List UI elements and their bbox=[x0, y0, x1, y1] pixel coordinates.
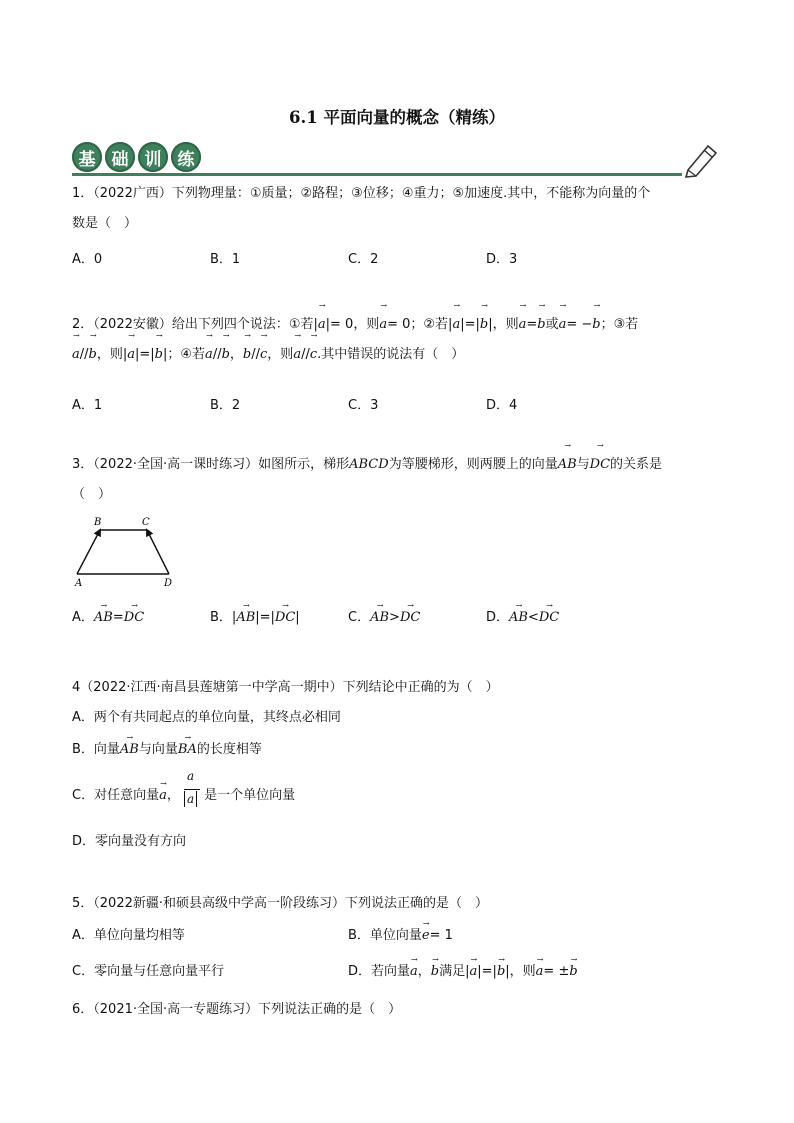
option-label: B．| bbox=[210, 610, 237, 625]
vector-letter: AB bbox=[119, 742, 139, 757]
banner-badges bbox=[72, 142, 201, 172]
vector-letter: a bbox=[159, 788, 167, 803]
q2-text: 2．（2022安徽）给出下列四个说法：①若| bbox=[72, 317, 318, 332]
option-text: D．若向量 bbox=[348, 964, 411, 979]
vector-arrow: → bbox=[380, 301, 387, 310]
vector-letter: c bbox=[260, 347, 268, 362]
vector-ab-arrow bbox=[77, 530, 100, 574]
vector-arrow: → bbox=[559, 301, 566, 310]
vector-b bbox=[242, 331, 252, 370]
q4-option-a: A．两个有共同起点的单位向量，其终点必相同 bbox=[72, 710, 341, 725]
banner-rule bbox=[72, 173, 682, 176]
vector-ab bbox=[93, 601, 113, 625]
vector-arrow: → bbox=[564, 441, 571, 450]
vector-arrow: → bbox=[160, 779, 166, 788]
label-d: D bbox=[164, 578, 173, 589]
option-label: D． bbox=[486, 610, 510, 625]
vector-b bbox=[479, 301, 489, 340]
question-3 bbox=[72, 441, 724, 510]
vector-arrow: → bbox=[538, 301, 545, 310]
option-text: 与向量 bbox=[138, 742, 178, 757]
q3-option-a bbox=[72, 601, 145, 625]
vector-arrow: → bbox=[222, 331, 229, 340]
q2-text: |；④若 bbox=[163, 347, 206, 362]
vector-arrow: → bbox=[376, 601, 383, 610]
q3-option-b bbox=[210, 601, 300, 625]
option-text: |，则 bbox=[505, 964, 536, 979]
vector-arrow: → bbox=[515, 601, 522, 610]
vector-c bbox=[309, 331, 318, 370]
vector-arrow: → bbox=[242, 601, 249, 610]
vector-letter: b bbox=[242, 347, 252, 362]
q2-text: 或 bbox=[545, 317, 559, 332]
vector-arrow: → bbox=[318, 301, 325, 310]
vector-dc bbox=[123, 601, 145, 625]
q5-option-a: A．单位向量均相等 bbox=[72, 928, 185, 943]
vector-a bbox=[317, 301, 326, 340]
vector-dc bbox=[589, 441, 611, 480]
q2-option-c: C．3 bbox=[348, 398, 379, 413]
vector-arrow: → bbox=[244, 331, 250, 340]
option-text: ， bbox=[417, 964, 431, 979]
q2-text: ， bbox=[229, 347, 243, 362]
q1-option-a: A．0 bbox=[72, 252, 103, 267]
vector-arrow: → bbox=[282, 601, 288, 610]
vector-a bbox=[127, 331, 136, 370]
vector-a bbox=[452, 301, 461, 340]
vector-dc bbox=[274, 601, 296, 625]
q3-text: 的关系是 bbox=[610, 457, 663, 472]
vector-letter: e bbox=[421, 928, 430, 943]
vector-letter: b bbox=[88, 347, 97, 362]
q2-text: |= 0，则 bbox=[325, 317, 380, 332]
q2-text: |，则 bbox=[488, 317, 519, 332]
badge-char-4: 练 bbox=[171, 142, 201, 172]
trapezoid-figure bbox=[72, 512, 182, 590]
q2-text: |=| bbox=[460, 317, 480, 332]
fraction-bar bbox=[184, 789, 200, 790]
q3-option-c bbox=[348, 601, 421, 625]
operator: > bbox=[389, 610, 400, 625]
question-1 bbox=[72, 179, 724, 239]
badge-char-3: 训 bbox=[138, 142, 168, 172]
vector-b bbox=[154, 331, 163, 370]
q2-text: // bbox=[79, 347, 89, 362]
question-3-line2: （ ） bbox=[72, 487, 112, 502]
vector-arrow: → bbox=[536, 955, 543, 964]
q1-option-d: D．3 bbox=[486, 252, 518, 267]
vector-letter: a bbox=[558, 317, 567, 332]
q2-option-d: D．4 bbox=[486, 398, 518, 413]
vector-arrow: → bbox=[73, 331, 79, 340]
option-text: |=| bbox=[477, 964, 497, 979]
vector-letter: DC bbox=[123, 610, 145, 625]
q2-text: = 0；②若| bbox=[387, 317, 453, 332]
vector-arrow: → bbox=[432, 955, 438, 964]
option-text: 满足| bbox=[439, 964, 470, 979]
vector-arrow: → bbox=[519, 301, 526, 310]
vector-arrow: → bbox=[570, 955, 577, 964]
q2-text: = − bbox=[566, 317, 593, 332]
vector-letter: c bbox=[309, 347, 318, 362]
vector-arrow: → bbox=[470, 955, 477, 964]
vector-a bbox=[205, 331, 213, 370]
vector-a bbox=[72, 331, 80, 370]
vector-e bbox=[421, 919, 430, 943]
question-2-line2 bbox=[72, 331, 724, 370]
vector-a bbox=[410, 955, 418, 979]
vector-a bbox=[293, 331, 302, 370]
option-text: B．单位向量 bbox=[348, 928, 422, 943]
vector-dc bbox=[399, 601, 421, 625]
section-banner bbox=[72, 140, 722, 180]
vector-letter: b bbox=[154, 347, 163, 362]
vector-letter: AB bbox=[557, 457, 577, 472]
label-a: A bbox=[75, 578, 83, 589]
badge-char-2: 础 bbox=[105, 142, 135, 172]
q1-option-c: C．2 bbox=[348, 252, 379, 267]
vector-ab bbox=[557, 441, 577, 480]
q5-option-b bbox=[348, 919, 453, 943]
q5-option-d bbox=[348, 955, 578, 979]
vector-dc-arrow bbox=[147, 530, 169, 574]
vector-arrow: → bbox=[128, 331, 134, 340]
vector-letter: AB bbox=[509, 610, 528, 625]
option-text: = 1 bbox=[429, 928, 453, 943]
operator: < bbox=[527, 610, 539, 625]
vector-arrow: → bbox=[131, 601, 137, 610]
vector-letter: a bbox=[72, 347, 80, 362]
vector-arrow: → bbox=[100, 601, 107, 610]
vector-letter: AB bbox=[236, 610, 256, 625]
option-text: = ± bbox=[543, 964, 570, 979]
vector-letter: a bbox=[293, 347, 302, 362]
q4-option-b bbox=[72, 733, 262, 757]
vector-a bbox=[518, 301, 527, 340]
q2-option-b: B．2 bbox=[210, 398, 241, 413]
vector-arrow: → bbox=[481, 301, 487, 310]
vector-ba bbox=[177, 733, 197, 757]
q5-option-c: C．零向量与任意向量平行 bbox=[72, 964, 225, 979]
vector-dc bbox=[538, 601, 560, 625]
vector-a bbox=[379, 301, 388, 340]
vector-ab bbox=[370, 601, 390, 625]
q3-text: 3．（2022·全国·高一课时练习）如图所示，梯形 bbox=[72, 457, 350, 472]
vector-letter: b bbox=[496, 964, 506, 979]
vector-b bbox=[88, 331, 97, 370]
vector-letter: b bbox=[221, 347, 230, 362]
page-title: 6.1 平面向量的概念（精练） bbox=[289, 108, 505, 127]
q2-text: |=| bbox=[135, 347, 155, 362]
q2-text: = bbox=[526, 317, 538, 332]
vector-letter: b bbox=[479, 317, 489, 332]
q2-text: // bbox=[212, 347, 222, 362]
vector-arrow: → bbox=[546, 601, 552, 610]
vector-b bbox=[569, 955, 578, 979]
vector-arrow: → bbox=[310, 331, 317, 340]
vector-letter: BA bbox=[177, 742, 197, 757]
vector-ab bbox=[236, 601, 256, 625]
label-b: B bbox=[94, 517, 102, 528]
vector-letter: a bbox=[469, 964, 478, 979]
option-text: ， bbox=[166, 788, 180, 803]
q4-option-c bbox=[72, 768, 296, 806]
question-5-stem: 5．（2022新疆·和硕县高级中学高一阶段练习）下列说法正确的是（ ） bbox=[72, 896, 488, 911]
vector-arrow: → bbox=[597, 441, 603, 450]
vector-b bbox=[221, 331, 230, 370]
operator: |=| bbox=[255, 610, 275, 625]
vector-letter: DC bbox=[538, 610, 560, 625]
vector-letter: b bbox=[592, 317, 601, 332]
vector-arrow: → bbox=[126, 733, 133, 742]
vector-a bbox=[535, 955, 544, 979]
vector-arrow: → bbox=[498, 955, 504, 964]
vector-a bbox=[159, 779, 167, 803]
fraction-denominator: a bbox=[184, 791, 197, 807]
option-text: 是一个单位向量 bbox=[204, 788, 296, 803]
vector-letter: a bbox=[317, 317, 326, 332]
vector-letter: b bbox=[569, 964, 578, 979]
question-3-line1 bbox=[72, 441, 724, 480]
badge-char-1: 基 bbox=[72, 142, 102, 172]
vector-letter: a bbox=[379, 317, 388, 332]
vector-letter: AB bbox=[370, 610, 390, 625]
vector-arrow: → bbox=[206, 331, 212, 340]
question-2 bbox=[72, 301, 724, 370]
vector-arrow: → bbox=[411, 955, 417, 964]
vector-b bbox=[537, 301, 546, 340]
vector-letter: a bbox=[127, 347, 136, 362]
q2-text: ；③若 bbox=[600, 317, 639, 332]
operator: = bbox=[112, 610, 124, 625]
fraction-numerator: a bbox=[187, 768, 195, 783]
vector-arrow: → bbox=[294, 331, 301, 340]
q3-text: 与 bbox=[576, 457, 590, 472]
q2-option-a: A．1 bbox=[72, 398, 103, 413]
vector-letter: DC bbox=[589, 457, 611, 472]
question-2-line1 bbox=[72, 301, 724, 340]
vector-arrow: → bbox=[593, 301, 600, 310]
vector-c bbox=[260, 331, 268, 370]
q2-text: .其中错误的说法有（ ） bbox=[317, 347, 465, 362]
q2-text: ，则| bbox=[96, 347, 128, 362]
option-text: C．对任意向量 bbox=[72, 788, 160, 803]
q2-text: ，则 bbox=[267, 347, 294, 362]
vector-letter: b bbox=[430, 964, 440, 979]
vector-b bbox=[430, 955, 440, 979]
fraction-a-over-norm-a bbox=[184, 768, 200, 806]
option-label: C． bbox=[348, 610, 371, 625]
vector-arrow: → bbox=[260, 331, 267, 340]
vector-arrow: → bbox=[184, 733, 191, 742]
vector-a bbox=[558, 301, 567, 340]
q1-option-b: B．1 bbox=[210, 252, 241, 267]
vector-arrow: → bbox=[453, 301, 460, 310]
operator: | bbox=[295, 610, 300, 625]
trapezoid-name: ABCD bbox=[349, 457, 389, 472]
vector-ab bbox=[509, 601, 528, 625]
vector-ab bbox=[119, 733, 139, 757]
question-6-stem: 6．（2021·全国·高一专题练习）下列说法正确的是（ ） bbox=[72, 1002, 402, 1017]
question-1-line1: 1．（2022广西）下列物理量：①质量；②路程；③位移；④重力；⑤加速度.其中，不能称为向量的个 bbox=[72, 186, 651, 201]
question-1-line2: 数是（ ） bbox=[72, 216, 138, 231]
vector-arrow: → bbox=[155, 331, 162, 340]
vector-letter: b bbox=[537, 317, 546, 332]
vector-letter: AB bbox=[93, 610, 113, 625]
q3-text: 为等腰梯形，则两腰上的向量 bbox=[388, 457, 558, 472]
q3-option-d bbox=[486, 601, 560, 625]
vector-arrow: → bbox=[422, 919, 429, 928]
vector-b bbox=[496, 955, 506, 979]
option-text: B．向量 bbox=[72, 742, 120, 757]
vector-letter: DC bbox=[274, 610, 296, 625]
option-label: A． bbox=[72, 610, 94, 625]
q2-text: // bbox=[251, 347, 261, 362]
vector-letter: a bbox=[535, 964, 544, 979]
question-4-stem: 4（2022·江西·南昌县莲塘第一中学高一期中）下列结论中正确的为（ ） bbox=[72, 680, 499, 695]
pencil-icon bbox=[682, 140, 722, 178]
vector-letter: a bbox=[518, 317, 527, 332]
option-text: 的长度相等 bbox=[196, 742, 262, 757]
vector-letter: DC bbox=[399, 610, 421, 625]
vector-letter: a bbox=[452, 317, 461, 332]
q2-text: // bbox=[301, 347, 310, 362]
vector-b bbox=[592, 301, 601, 340]
vector-letter: a bbox=[410, 964, 418, 979]
vector-letter: a bbox=[205, 347, 213, 362]
label-c: C bbox=[142, 517, 150, 528]
vector-arrow: → bbox=[89, 331, 96, 340]
vector-arrow: → bbox=[407, 601, 413, 610]
vector-a bbox=[469, 955, 478, 979]
q4-option-d: D．零向量没有方向 bbox=[72, 834, 187, 849]
